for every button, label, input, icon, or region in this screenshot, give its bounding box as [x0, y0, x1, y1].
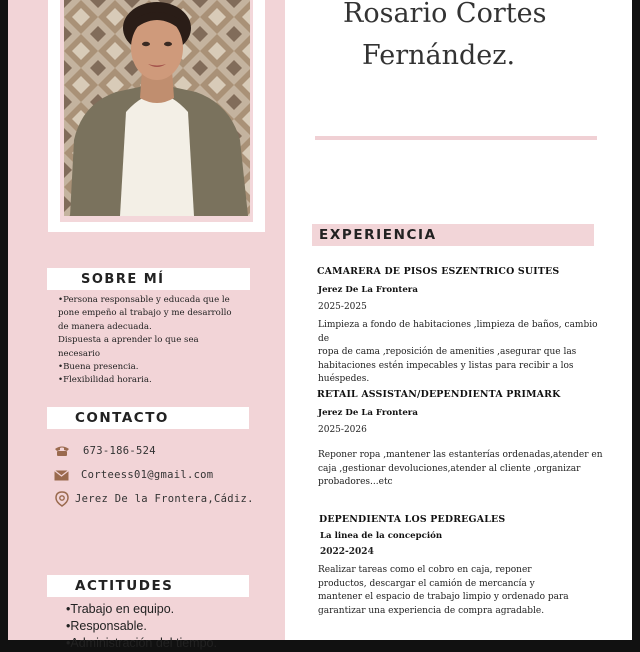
experience-heading [312, 224, 594, 246]
profile-line: •Persona responsable y educada que le [58, 295, 230, 305]
phone-number: 673-186-524 [83, 445, 156, 457]
job-description-line: mantener el espacio de trabajo limpio y ordenado para [318, 592, 569, 603]
profile-line: necesario [58, 348, 101, 359]
job-place: La linea de la concepción [320, 531, 443, 541]
experience-heading-text: EXPERIENCIA [319, 227, 437, 243]
job-description-line: Realizar tareas como el cobro en caja, reponer [318, 565, 532, 575]
profile-line: de manera adecuada. [58, 321, 152, 332]
job-description-line: caja ,gestionar devoluciones,atender al cliente ,organizar [318, 463, 581, 474]
email-address: Corteess01@gmail.com [81, 469, 214, 481]
contact-heading-text: CONTACTO [75, 410, 169, 426]
profile-line: Dispuesta a aprender lo que sea [58, 335, 199, 346]
attitudes-heading-text: ACTITUDES [75, 578, 174, 594]
location-pin-icon [55, 491, 69, 507]
job-description [318, 319, 608, 387]
profile-line: pone empeño al trabajo y me desarrollo [58, 308, 232, 319]
resume-name-line1: Rosario Cortes [343, 0, 547, 29]
list-item: •Responsable. [66, 619, 147, 633]
job-description-line: habitaciones estén impecables y listas para recibir a los [318, 360, 574, 371]
job-description-line: probadores...etc [318, 477, 393, 488]
job-description-line: Limpieza a fondo de habitaciones ,limpieza de baños, cambio de [318, 320, 598, 344]
name-divider [315, 136, 597, 140]
job-description-line: garantizar una experiencia de compra agradable. [318, 605, 545, 616]
list-item: •Administración del tiempo. [66, 636, 217, 650]
job-description [318, 564, 608, 618]
contact-phone[interactable] [54, 445, 156, 457]
job-description-line: huéspedes. [318, 374, 370, 385]
job-dates: 2025-2025 [318, 302, 367, 312]
job-place: Jerez De La Frontera [318, 285, 418, 295]
job-description [318, 449, 608, 490]
profile-heading-text: SOBRE MÍ [81, 271, 165, 287]
list-item: •Trabajo en equipo. [66, 602, 175, 616]
job-dates: 2025-2026 [318, 425, 367, 435]
job-title: DEPENDIENTA LOS PEDREGALES [319, 514, 506, 525]
page-edge-shadow [0, 170, 8, 400]
attitudes-heading [47, 575, 249, 597]
job-dates: 2022-2024 [320, 547, 374, 557]
page-edge-shadow-right [632, 180, 640, 400]
contact-location [55, 491, 254, 507]
job-description-line: productos, descargar el camión de mercancía y [318, 578, 535, 589]
profile-heading [47, 268, 250, 290]
mail-icon [54, 470, 69, 481]
profile-photo [64, 0, 250, 216]
profile-line: •Buena presencia. [58, 362, 139, 373]
job-title: CAMARERA DE PISOS ESZENTRICO SUITES [317, 266, 560, 277]
phone-icon [54, 445, 70, 457]
profile-text [58, 294, 258, 388]
job-description-line: Reponer ropa ,mantener las estanterías ordenadas,atender en [318, 450, 603, 460]
job-title: RETAIL ASSISTAN/DEPENDIENTA PRIMARK [317, 389, 561, 400]
contact-email[interactable] [54, 469, 213, 481]
contact-heading [47, 407, 249, 429]
resume-name-line2: Fernández. [362, 40, 516, 71]
attitudes-list [66, 601, 217, 652]
profile-line: •Flexibilidad horaria. [58, 375, 152, 386]
job-place: Jerez De La Frontera [318, 408, 418, 418]
location-text: Jerez De la Frontera,Cádiz. [75, 493, 254, 505]
job-description-line: ropa de cama ,reposición de amenities ,asegurar que las [318, 347, 577, 358]
